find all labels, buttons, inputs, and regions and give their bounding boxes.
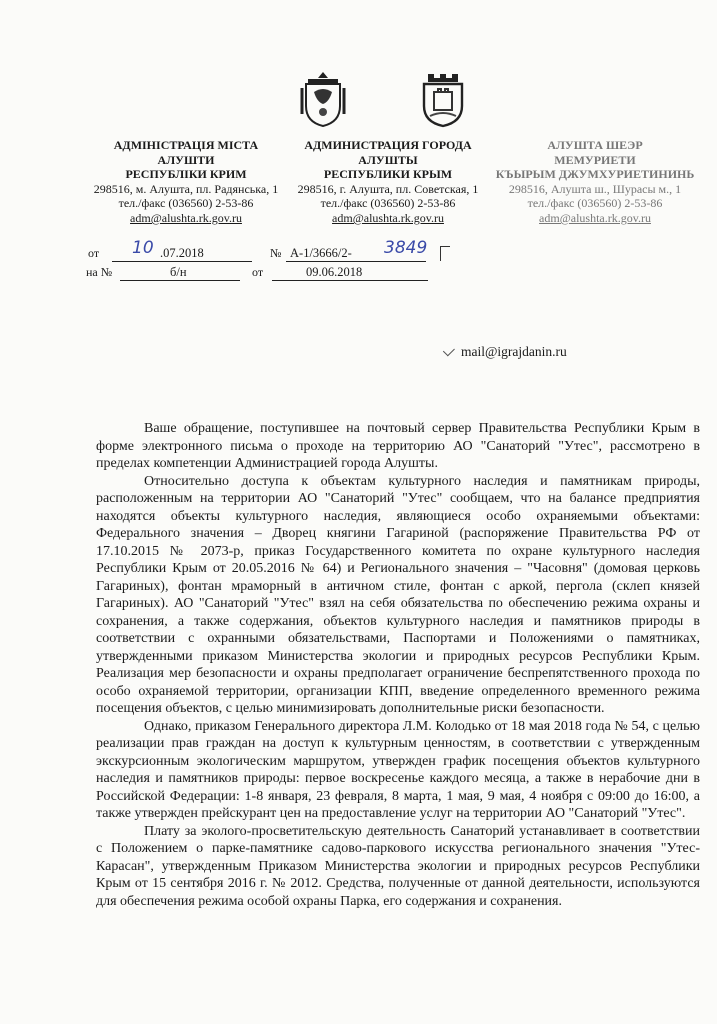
reg-number-handwritten: 3849 — [384, 238, 428, 258]
alushta-coat-of-arms-icon — [420, 70, 466, 128]
body-paragraph: Однако, приказом Генерального директора Л.М. Колодько от 18 мая 2018 года № 54, с целью реализации прав граждан на доступ к культурным ценностям, в соответствии с утвержденным экскурсионным экологическим маршрутом, утвержден график посещения объектов культурного наследия и памятников природы: первое воскресенье каждого месяца, а также в нерабочие дни в Российской Федерации: 1-8 января, 23 февраля, 8 марта, 1 мая, 9 мая, 4 ноября с 09:00 до 16:00, а также утвержден прейскурант цен на предоставление услуг на территории АО "Санаторий "Утес". — [96, 718, 700, 821]
header-title-line: АДМІНІСТРАЦІЯ МІСТА — [113, 138, 259, 152]
header-phone: тел./факс (036560) 2-53-86 — [118, 196, 254, 211]
reg-date-handwritten: 10 — [132, 238, 154, 258]
recipient — [446, 344, 567, 360]
reg-date-printed: .07.2018 — [160, 246, 204, 260]
body-paragraph: Ваше обращение, поступившее на почтовый сервер Правительства Республики Крым в форме электронного письма о проходе на территорию АО "Санаторий "Утес", рассмотрено в пределах компетенции Администрацией города Алушты. — [96, 421, 700, 471]
header-crimean-tatar — [485, 138, 705, 226]
header-ukrainian — [76, 138, 296, 226]
header-russian — [278, 138, 498, 226]
header-email-link[interactable]: adm@alushta.rk.gov.ru — [332, 210, 444, 225]
recipient-email: mail@igrajdanin.ru — [461, 344, 567, 359]
reg-ref-date-underline — [272, 280, 428, 281]
header-title-line: АЛУШТЫ — [358, 152, 418, 167]
reg-corner-mark — [440, 246, 450, 261]
header-title-line: РЕСПУБЛІКИ КРИМ — [125, 167, 247, 182]
reg-ref-underline — [120, 280, 240, 281]
reg-number-sign: № — [270, 246, 282, 260]
reg-from-label: от — [88, 246, 100, 260]
header-address: 298516, м. Алушта, пл. Радянська, 1 — [93, 181, 279, 196]
header-title-line: КЪЫРЫМ ДЖУМХУРИЕТИНИНЬ — [495, 167, 695, 182]
header-phone: тел./факс (036560) 2-53-86 — [320, 196, 456, 211]
header-address: 298516, Алушта ш., Шурасы м., 1 — [508, 181, 682, 196]
reg-number-underline — [286, 261, 426, 262]
body-paragraph: Плату за эколого-просветительскую деятельность Санаторий устанавливает в соответствии с Положением о парке-памятнике садово-паркового искусства регионального значения "Утес- Карасан", утвержденным Приказом Министерства экологии и природных ресурсов Республики Крым от 15 сентября 2016 г. № 2012. Средства, полученные от данной деятельности, используются для обеспечения режима особой охраны Парка, его содержания и сохранения. — [96, 823, 700, 909]
letter-body — [96, 420, 700, 910]
header-title-line: АЛУШТИ — [157, 152, 215, 167]
reg-date-underline — [112, 261, 252, 262]
reg-ref-number: б/н — [170, 265, 187, 279]
header-title-line: РЕСПУБЛИКИ КРЫМ — [323, 167, 453, 182]
header-email-link[interactable]: adm@alushta.rk.gov.ru — [130, 210, 242, 225]
header-title-line: МЕМУРИЕТИ — [554, 152, 636, 167]
reg-ref-date: 09.06.2018 — [306, 265, 363, 279]
reg-ref-from-label: от — [252, 265, 264, 279]
reg-ref-label: на № — [86, 265, 113, 279]
body-paragraph: Относительно доступа к объектам культурного наследия и памятникам природы, расположенным на территории АО "Санаторий "Утес" сообщаем, что на балансе предприятия находятся объекты культурного наследия, являющиеся особо охраняемыми объектами: Федерального значения – Дворец княгини Гагариной (распоряжение Правительства РФ от 17.10.2015 № 2073-р, приказ Государственного комитета по охране культурного наследия Республики Крым от 20.05.2016 № 64) и Регионального значения – "Часовня" (домовая церковь Гагариных), фонтан мраморный в античном стиле, фонтан с аркой, пергола (склеп князей Гагариных). АО "Санаторий "Утес" взял на себя обязательства по обеспечению режима охраны и сохранения, а также содержания, объектов культурного наследия и памятников природы в соответствии с охранными обязательствами, Паспортами и Положениями о памятниках, утвержденными приказом Министерства экологии и природных ресурсов Республики Крым. Реализация мер безопасности и охраны предполагает ограничение беспрепятственного прохода по особо охраняемой территории, организации КПП, введение определенного временного режима посещения объектов, с целью минимизировать дополнительные риски безопасности. — [96, 473, 700, 716]
reg-number-printed: А-1/3666/2- — [290, 246, 352, 260]
header-address: 298516, г. Алушта, пл. Советская, 1 — [297, 181, 479, 196]
header-phone: тел./факс (036560) 2-53-86 — [527, 196, 663, 211]
check-mark-icon — [443, 344, 455, 356]
header-email-link[interactable]: adm@alushta.rk.gov.ru — [539, 210, 651, 225]
header-title-line: АДМИНИСТРАЦИЯ ГОРОДА — [304, 138, 472, 152]
header-title-line: АЛУШТА ШЕЭР — [547, 138, 643, 152]
crimea-coat-of-arms-icon — [300, 70, 346, 128]
